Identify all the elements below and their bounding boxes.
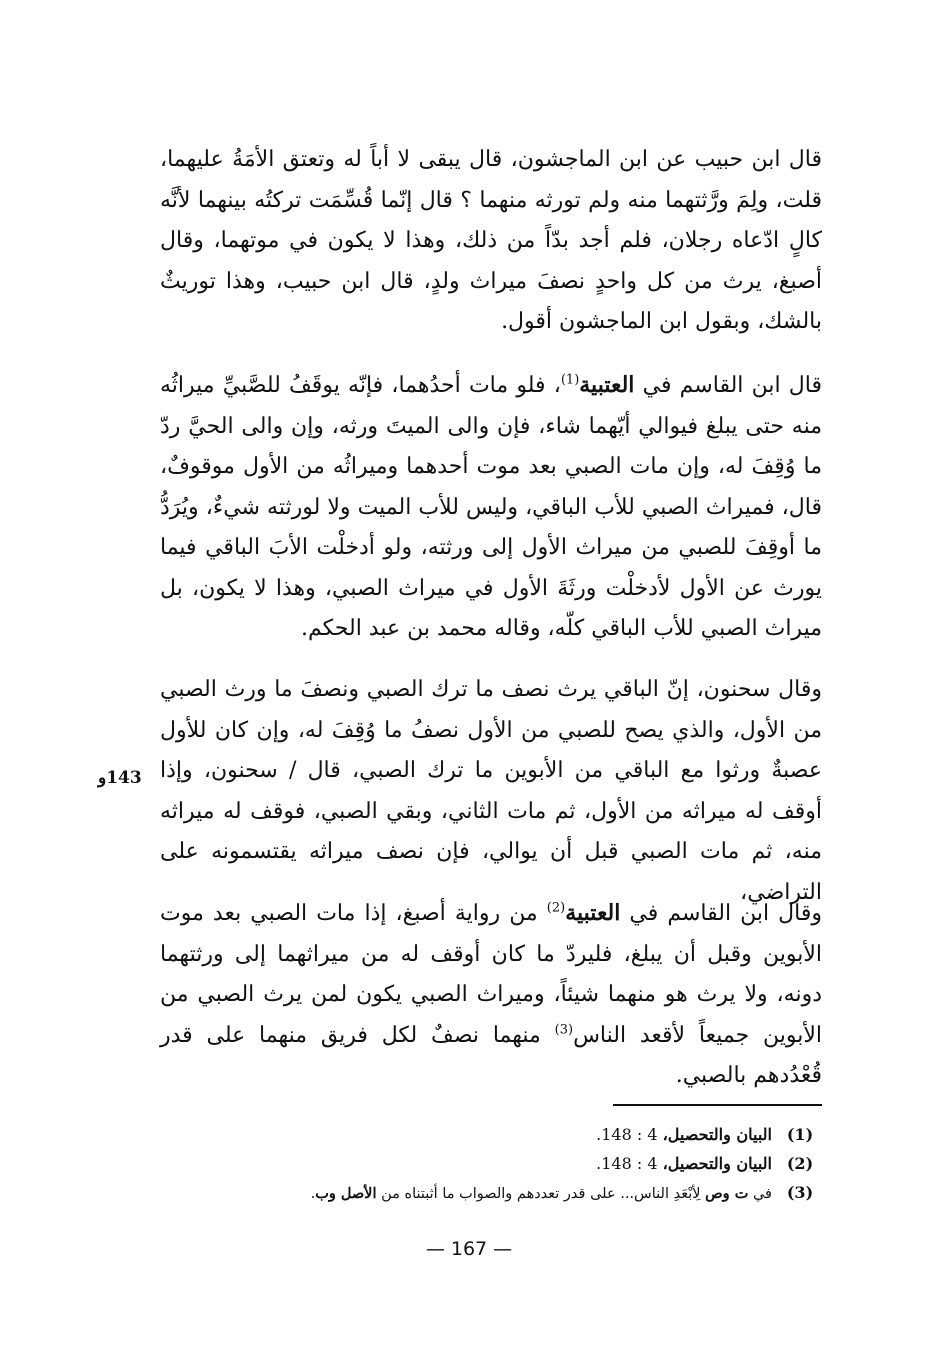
footnote-1-source: البيان والتحصيل، (662, 1125, 772, 1144)
paragraph-2-body: ، فلو مات أحدُهما، فإنّه يوقَفُ للصَّبيِّ ميراثُه منه حتى يبلغ فيوالي أيّهما شاء، فإن والى الميتَ ورثه، وإن والى الحيَّ ردّ ما وُقِفَ له، وإن مات الصبي بعد موت أحدهما وميراثُه من الأول موقوفٌ، قال، فميراث الصبي للأب الباقي، وليس للأب الميت ولا لورثته شيءٌ، ويُرَدُّ ما أوقِفَ للصبي من ميراث الأول إلى ورثته، ولو أدخلْت الأبَ الباقي فيما يورث عن الأول لأدخلْت ورثَةَ الأول في ميراث الصبي، وهذا لا يكون، بل ميراث الصبي للأب الباقي كلّه، وقاله محمد بن عبد الحكم. (160, 373, 822, 641)
footnote-2-source: البيان والتحصيل، (662, 1154, 772, 1173)
footnote-ref-2: (2) (546, 900, 566, 916)
paragraph-4 (160, 893, 822, 1097)
folio-margin-note: 143و (98, 768, 142, 788)
footnote-1-number: (1) (786, 1125, 814, 1144)
paragraph-2 (160, 365, 822, 650)
footnote-3-mid: لِأبْعَدِ الناس... على قدر تعددهم والصواب ما أثبتناه من (376, 1186, 706, 1202)
paragraph-4-body: من رواية أصبغ، إذا مات الصبي بعد موت الأبوين وقبل أن يبلغ، فليردّ ما كان أوقف له من ميراثهما إلى ورثتهما دونه، ولا يرث هو منهما شيئاً، وميراث الصبي يكون لمن يرث الصبي من الأبوين جميعاً لأقعد الناس (160, 901, 822, 1048)
footnote-ref-3: (3) (554, 1022, 574, 1038)
page-number: — 167 — (425, 1238, 513, 1260)
paragraph-3-text: وقال سحنون، إنّ الباقي يرث نصف ما ترك الصبي ونصفَ ما ورث الصبي من الأول، والذي يصح للصبي من الأول نصفُ ما وُقِفَ له، وإن كان للأول عصبةٌ ورثوا مع الباقي من الأبوين ما ترك الصبي، قال / سحنون، وإذا أوقف له ميراثه من الأول، ثم مات الثاني، وبقي الصبي، فوقف له ميراثه منه، ثم مات الصبي قبل أن يوالي، فإن نصف ميراثه يقتسمونه على التراضي، (160, 677, 823, 905)
footnote-ref-1: (1) (560, 372, 580, 388)
paragraph-1-text: قال ابن حبيب عن ابن الماجشون، قال يبقى لا أباً له وتعتق الأمَةُ عليهما، قلت، ولِمَ ورَّثتهما منه ولم تورثه منهما ؟ قال إنّما قُسِّمَت تركتُه بينهما لأنَّه كالٍ ادّعاه رجلان، فلم أجد بدّاً من ذلك، وهذا لا يكون في موتهما، وقال أصبغ، يرث من كل واحدٍ نصفَ ميراث ولدٍ، قال ابن حبيب، وهذا توريثٌ بالشك، وبقول ابن الماجشون أقول. (160, 147, 822, 334)
footnote-3-siglum-2: الأصل وب (315, 1185, 377, 1202)
footnotes (160, 1120, 822, 1209)
paragraph-4-source-bold: العتبية (565, 900, 621, 926)
paragraph-1 (160, 140, 822, 343)
footnote-3 (160, 1178, 822, 1209)
footnote-2-ref: 4 : 148. (596, 1154, 663, 1173)
footnote-3-end: . (310, 1186, 316, 1202)
paragraph-2-lead: قال ابن القاسم في (634, 373, 822, 398)
footnote-3-pre: في (748, 1186, 772, 1202)
paragraph-4-tail: منهما نصفٌ لكل فريق منهما على قدر قُعْدُدهم بالصبي. (160, 1022, 822, 1088)
footnote-3-number: (3) (786, 1183, 814, 1202)
footnote-1 (160, 1120, 822, 1149)
footnote-1-ref: 4 : 148. (596, 1125, 663, 1144)
paragraph-2-source-bold: العتبية (579, 372, 635, 398)
footnote-2 (160, 1149, 822, 1178)
paragraph-4-lead: وقال ابن القاسم في (620, 901, 823, 926)
footnote-3-siglum-1: ت وص (705, 1185, 749, 1202)
footnote-divider (613, 1104, 822, 1106)
footnote-2-number: (2) (786, 1154, 814, 1173)
paragraph-3 (160, 670, 822, 913)
